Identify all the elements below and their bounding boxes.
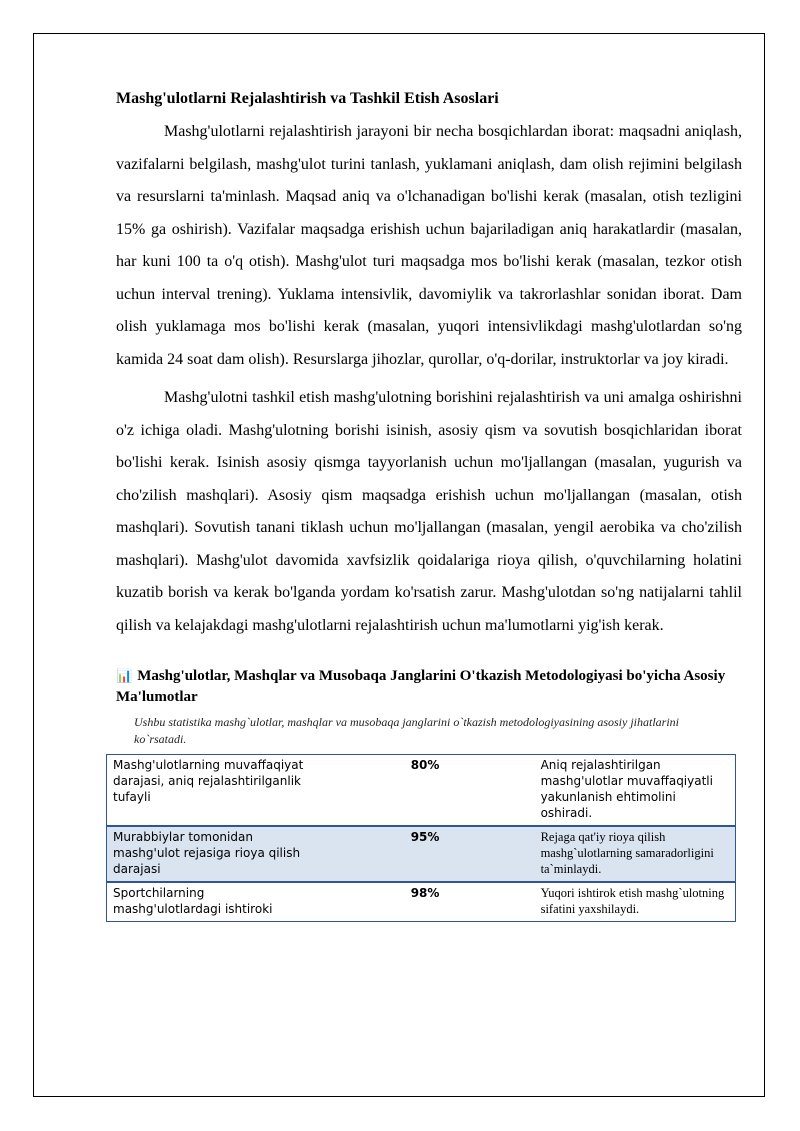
- row-note: Yuqori ishtirok etish mashg`ulotning sifatini yaxshilaydi.: [535, 882, 736, 922]
- row-value: 98%: [316, 882, 535, 922]
- table-row: [107, 882, 736, 922]
- stats-description: Ushbu statistika mashg`ulotlar, mashqlar va musobaqa janglarini o`tkazish metodologiyasining asosiy jihatlarini ko`rsatadi.: [134, 715, 680, 746]
- document-body: [113, 86, 742, 922]
- row-label: Murabbiylar tomonidan mashg'ulot rejasiga rioya qilish darajasi: [107, 826, 316, 882]
- row-note: Aniq rejalashtirilgan mashg'ulotlar muvaffaqiyatli yakunlanish ehtimolini oshiradi.: [535, 755, 736, 827]
- document-title: Mashg'ulotlarni Rejalashtirish va Tashkil Etish Asoslari: [116, 90, 499, 107]
- table-row: [107, 755, 736, 827]
- paragraph-planning: Mashg'ulotlarni rejalashtirish jarayoni bir necha bosqichlardan iborat: maqsadni aniqlash, vazifalarni belgilash, mashg'ulot turini tanlash, yuklamani aniqlash, dam olish rejimini belgilash va resurslarni ta'minlash. Maqsad aniq va o'lchanadigan bo'lishi kerak (masalan, otish tezligini 15% ga oshirish). Vazifalar maqsadga erishish uchun bajariladigan aniq harakatlardir (masalan, har kuni 100 ta o'q otish). Mashg'ulot turi maqsadga mos bo'lishi kerak (masalan, tezkor otish uchun interval trening). Yuklama intensivlik, davomiylik va takrorlashlar sonidan iborat. Dam olish yuklamaga mos bo'lishi kerak (masalan, yuqori intensivlikdagi mashg'ulotlardan so'ng kamida 24 soat dam olish). Resurslarga jihozlar, qurollar, o'q-dorilar, instruktorlar va joy kiradi.: [116, 123, 742, 368]
- row-value: 80%: [316, 755, 535, 827]
- stats-heading: [116, 666, 742, 708]
- stats-table: [106, 754, 736, 922]
- stats-title-text: Mashg'ulotlar, Mashqlar va Musobaqa Janglarini O'tkazish Metodologiyasi bo'yicha Asosiy Ma'lumotlar: [116, 668, 726, 705]
- table-row: [107, 826, 736, 882]
- row-label: Mashg'ulotlarning muvaffaqiyat darajasi, aniq rejalashtirilganlik tufayli: [107, 755, 316, 827]
- paragraph-organization: Mashg'ulotni tashkil etish mashg'ulotning borishini rejalashtirish va uni amalga oshirishni o'z ichiga oladi. Mashg'ulotning borishi isinish, asosiy qism va sovutish bosqichlaridan iborat bo'lishi kerak. Isinish asosiy qismga tayyorlanish uchun mo'ljallangan (masalan, yugurish va cho'zilish mashqlari). Asosiy qism maqsadga erishish uchun mo'ljallangan (masalan, otish mashqlari). Sovutish tanani tiklash uchun mo'ljallangan (masalan, yengil aerobika va cho'zilish mashqlari). Mashg'ulot davomida xavfsizlik qoidalariga rioya qilish, o'quvchilarning holatini kuzatib borish va kerak bo'lganda yordam ko'rsatish zarur. Mashg'ulotdan so'ng natijalarni tahlil qilish va kelajakdagi mashg'ulotlarni rejalashtirish uchun ma'lumotlarni yig'ish kerak.: [116, 389, 742, 634]
- row-note: Rejaga qat'iy rioya qilish mashg`ulotlarning samaradorligini ta`minlaydi.: [535, 826, 736, 882]
- row-label: Sportchilarning mashg'ulotlardagi ishtiroki: [107, 882, 316, 922]
- bar-chart-icon: 📊: [116, 669, 133, 684]
- row-value: 95%: [316, 826, 535, 882]
